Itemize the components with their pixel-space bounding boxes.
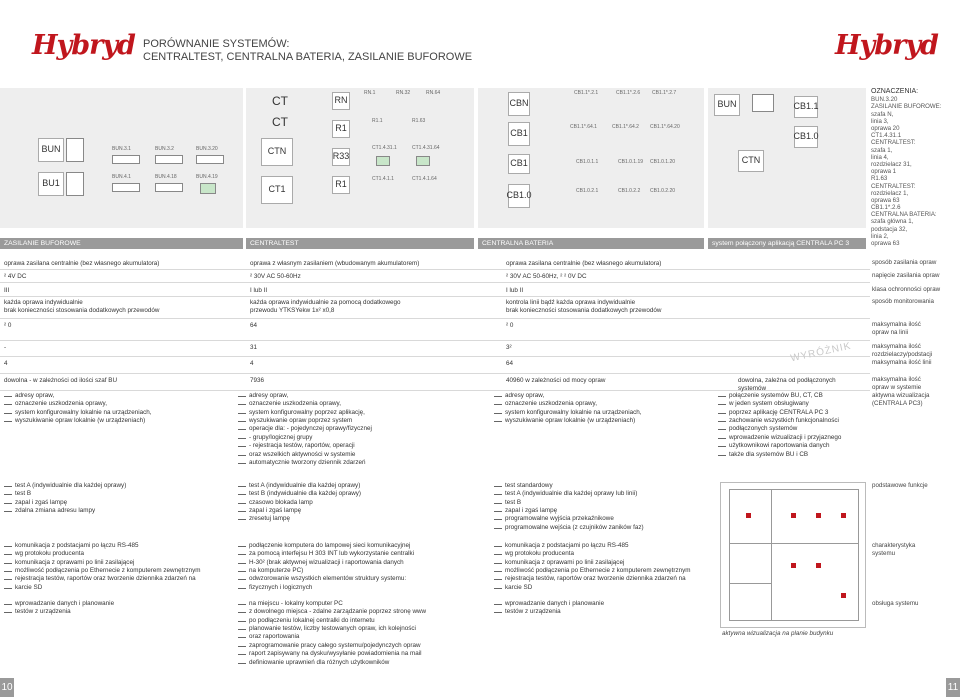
list-item: z dowolnego miejsca - zdalne zarządzanie poprzez stronę www bbox=[238, 608, 474, 616]
cell-bu: dowolna - w zależności od ilości szaf BU bbox=[4, 377, 118, 384]
row-label: napięcie zasilania opraw bbox=[872, 272, 940, 279]
lum-label: CB1.0.2.1 bbox=[576, 188, 599, 194]
cell-ct: 4 bbox=[250, 360, 254, 367]
comparison-row bbox=[0, 342, 933, 358]
list-item: - rejestracja testów, raportów, operacji bbox=[238, 442, 474, 450]
line-box-1 bbox=[66, 138, 84, 162]
list-item: użytkownikowi raportowania danych bbox=[718, 442, 870, 450]
row-label: maksymalna ilość opraw na linii bbox=[872, 321, 921, 336]
ct-pc: CT bbox=[272, 94, 288, 109]
list-item: operacje dla: - pojedynczej oprawy/fizycznej bbox=[238, 425, 474, 433]
logo-right: Hybryd bbox=[835, 30, 938, 61]
cabinet-bu-1: BU1 bbox=[38, 172, 64, 196]
ct-hub: CT bbox=[272, 115, 288, 130]
plan-caption: aktywna wizualizacja na planie budynku bbox=[722, 630, 834, 637]
list-item: rejestracja testów, raportów oraz tworzenie dziennika zdarzeń na bbox=[4, 575, 236, 583]
legend-line: BUN.3.20 bbox=[871, 96, 898, 104]
list-item: możliwość podłączenia po Ethernecie z komputerem zewnętrznym bbox=[4, 567, 236, 575]
list-item: na miejscu - lokalny komputer PC bbox=[238, 600, 474, 608]
legend-line: podstacja 32, bbox=[871, 225, 908, 233]
lum-label: CB1.1*.64.20 bbox=[650, 124, 680, 130]
list-item: w jeden system obsługiwany bbox=[718, 400, 870, 408]
label-func: podstawowe funkcje bbox=[872, 482, 928, 489]
lum-label: RN.64 bbox=[426, 90, 441, 96]
comm-bu bbox=[4, 542, 236, 592]
cell-ct: oprawa z własnym zasilaniem (wbudowanym akumulatorem) bbox=[250, 260, 420, 267]
legend-line: oprawa 63 bbox=[871, 240, 900, 247]
section-bu: ZASILANIE BUFOROWE bbox=[0, 238, 243, 249]
cb-n: CBN bbox=[508, 92, 530, 116]
cell-bu: ² 4V DC bbox=[4, 273, 27, 280]
comparison-row bbox=[0, 285, 941, 297]
legend-line: CT1.4.31.1 bbox=[871, 132, 902, 140]
luminaire-icon bbox=[196, 155, 224, 164]
list-item: testów z urządzenia bbox=[4, 608, 234, 616]
lum-label: BUN.4.18 bbox=[155, 174, 177, 180]
func-ct bbox=[238, 482, 474, 524]
lum-label: BUN.3.20 bbox=[196, 146, 218, 152]
row-label: maksymalna ilość rozdzielaczy/podstacji bbox=[872, 343, 933, 358]
list-item: komunikacja z oprawami po linii zasilającej bbox=[494, 559, 704, 567]
cell-cb: ² 30V AC 50-60Hz, ² ² 0V DC bbox=[506, 273, 587, 280]
list-item: rejestracja testów, raportów oraz tworzenie dziennika zdarzeń na bbox=[494, 575, 704, 583]
legend-line: ZASILANIE BUFOROWE: bbox=[871, 103, 942, 111]
cabinet-bu-n: BUN bbox=[38, 138, 64, 162]
list-item: wyszukiwanie opraw poprzez system bbox=[238, 417, 474, 425]
list-item: - grupy/logicznej grupy bbox=[238, 434, 474, 442]
viz-bu bbox=[4, 392, 234, 425]
list-item: adresy opraw, bbox=[4, 392, 234, 400]
oper-bu bbox=[4, 600, 234, 617]
exit-sign-icon bbox=[416, 156, 430, 166]
legend-line: CENTRALTEST: bbox=[871, 139, 916, 147]
viz-sys bbox=[718, 392, 870, 459]
lum-label: CB1.1*.64.1 bbox=[570, 124, 597, 130]
cell-cb: I lub II bbox=[506, 287, 524, 294]
comparison-row bbox=[0, 375, 922, 393]
lum-label: RN.32 bbox=[396, 90, 411, 96]
list-item: za pomocą interfejsu H 303 INT lub wykorzystanie centralki bbox=[238, 550, 474, 558]
list-item: na komputerze PC) bbox=[238, 567, 474, 575]
comm-cb bbox=[494, 542, 704, 592]
list-item: zapal i zgaś lampę bbox=[494, 507, 694, 515]
row-label: maksymalna ilość linii bbox=[872, 359, 932, 366]
diagram-bu bbox=[0, 88, 243, 228]
cb-10: CB1.0 bbox=[508, 184, 530, 208]
label-viz: aktywna wizualizacja (CENTRALA PC3) bbox=[872, 392, 930, 407]
row-label: maksymalna ilość opraw w systemie bbox=[872, 376, 922, 391]
list-item: test B (indywidualnie dla każdej oprawy) bbox=[238, 490, 474, 498]
list-item: system konfigurowalny lokalnie na urządzeniach, bbox=[494, 409, 694, 417]
list-item: zapal i zgaś lampę bbox=[4, 499, 234, 507]
cell-ct: 31 bbox=[250, 344, 258, 351]
lum-label: BUN.4.19 bbox=[196, 174, 218, 180]
list-item: zachowanie wszystkich funkcjonalności bbox=[718, 417, 870, 425]
list-item: test B bbox=[4, 490, 234, 498]
cell-ct: 7936 bbox=[250, 377, 265, 384]
legend-line: oprawa 1 bbox=[871, 168, 897, 176]
title-line-2: CENTRALTEST, CENTRALNA BATERIA, ZASILANIE BUFOROWE bbox=[143, 51, 473, 64]
sys-cb-10: CB1.0 bbox=[794, 126, 818, 148]
legend-line: rozdzielacz 31, bbox=[871, 160, 912, 168]
func-bu bbox=[4, 482, 234, 515]
logo-left: Hybryd bbox=[32, 30, 135, 61]
cell-bu: ² 0 bbox=[4, 322, 12, 329]
list-item: także dla systemów BU i CB bbox=[718, 451, 870, 459]
list-item: komunikacja z podstacjami po łączu RS-485 bbox=[4, 542, 236, 550]
lum-label: CB1.0.1.20 bbox=[650, 159, 676, 165]
cb-1b: CB1 bbox=[508, 154, 530, 174]
r1b: R1 bbox=[332, 176, 350, 194]
list-item: po podłączeniu lokalnej centralki do internetu bbox=[238, 617, 474, 625]
list-item: oznaczenie uszkodzenia oprawy, bbox=[238, 400, 474, 408]
comparison-row bbox=[0, 271, 940, 283]
lum-label: CB1.0.1.19 bbox=[618, 159, 644, 165]
lum-label: CB1.0.2.2 bbox=[618, 188, 641, 194]
cell-cb: 40960 w zależności od mocy opraw bbox=[506, 377, 606, 384]
cell-ct: każda oprawa indywidualnie za pomocą dodatkowego przewodu YTKSYekw 1x² x0,8 bbox=[250, 299, 401, 315]
sys-ct-n: CTN bbox=[738, 150, 764, 172]
list-item: wg protokołu producenta bbox=[494, 550, 704, 558]
legend-line: oprawa 20 bbox=[871, 125, 900, 132]
list-item: programowalne wyjścia przekaźnikowe bbox=[494, 515, 694, 523]
title-line-1: PORÓWNANIE SYSTEMÓW: bbox=[143, 38, 290, 50]
lum-label: CB1.1*.2.7 bbox=[652, 90, 677, 96]
watermark: WYRÓŻNIK bbox=[789, 340, 853, 365]
row-label: klasa ochronności opraw bbox=[872, 286, 941, 293]
list-item: zapal i zgaś lampę bbox=[238, 507, 474, 515]
viz-ct bbox=[238, 392, 474, 467]
list-item: poprzez aplikację CENTRALA PC 3 bbox=[718, 409, 870, 417]
label-comm: charakterystyka systemu bbox=[872, 542, 916, 557]
list-item: system konfigurowalny lokalnie na urządzeniach, bbox=[4, 409, 234, 417]
cell-bu: III bbox=[4, 287, 10, 294]
list-item: wprowadzenie wizualizacji i przyjaznego bbox=[718, 434, 870, 442]
comparison-row bbox=[0, 358, 932, 374]
lum-label: BUN.3.2 bbox=[155, 146, 174, 152]
comparison-row bbox=[0, 297, 934, 319]
list-item: wyszukiwanie opraw lokalnie (w urządzeniach) bbox=[494, 417, 694, 425]
list-item: karcie SD bbox=[4, 584, 236, 592]
cell-bu: każda oprawa indywidualnie brak konieczności stosowania dodatkowych przewodów bbox=[4, 299, 160, 315]
legend-line: linia 4, bbox=[871, 153, 889, 161]
list-item: wg protokołu producenta bbox=[4, 550, 236, 558]
ct-n: CTN bbox=[261, 138, 293, 166]
diagram-cb bbox=[478, 88, 704, 228]
label-oper: obsługa systemu bbox=[872, 600, 919, 607]
list-item: programowalne wejścia (z czujników zaników faz) bbox=[494, 524, 694, 532]
list-item: komunikacja z podstacjami po łączu RS-485 bbox=[494, 542, 704, 550]
list-item: oznaczenie uszkodzenia oprawy, bbox=[494, 400, 694, 408]
list-item: adresy opraw, bbox=[494, 392, 694, 400]
list-item: test A (indywidualnie dla każdej oprawy lub linii) bbox=[494, 490, 694, 498]
comparison-row bbox=[0, 320, 921, 341]
cell-cb: oprawa zasilana centralnie (bez własnego akumulatora) bbox=[506, 260, 662, 267]
luminaire-icon bbox=[155, 155, 183, 164]
legend-line: oprawa 63 bbox=[871, 196, 900, 204]
list-item: zaprogramowanie pracy całego systemu/pojedynczych opraw bbox=[238, 642, 474, 650]
cell-cb: kontrola linii bądź każda oprawa indywidualnie brak konieczności stosowania dodatkowych przewodów bbox=[506, 299, 662, 315]
cell-bu: 4 bbox=[4, 360, 8, 367]
building-plan-image bbox=[720, 482, 866, 628]
list-item: komunikacja z oprawami po linii zasilającej bbox=[4, 559, 236, 567]
lum-label: CT1.4.31.64 bbox=[412, 145, 440, 151]
row-label: sposób zasilania opraw bbox=[872, 259, 937, 266]
lum-label: CB1.1*.2.1 bbox=[574, 90, 599, 96]
ct-1: CT1 bbox=[261, 176, 293, 204]
lum-label: CB1.0.2.20 bbox=[650, 188, 676, 194]
list-item: wprowadzanie danych i planowanie bbox=[494, 600, 694, 608]
lum-label: BUN.3.1 bbox=[112, 146, 131, 152]
legend-line: linia 2, bbox=[871, 232, 889, 240]
legend-line: CENTRALNA BATERIA: bbox=[871, 211, 937, 219]
sys-cb-11: CB1.1 bbox=[794, 96, 818, 118]
legend-line: CB1.1*.2.6 bbox=[871, 204, 901, 212]
list-item: czasowo blokada lamp bbox=[238, 499, 474, 507]
list-item: system konfigurowalny poprzez aplikację, bbox=[238, 409, 474, 417]
func-cb bbox=[494, 482, 694, 532]
list-item: test A (indywidualnie dla każdej oprawy) bbox=[4, 482, 234, 490]
cell-ct: ² 30V AC 50-60Hz bbox=[250, 273, 301, 280]
legend bbox=[871, 88, 959, 247]
monitor-icon bbox=[752, 94, 774, 112]
lum-label: CT1.4.31.1 bbox=[372, 145, 397, 151]
list-item: połączenie systemów BU, CT, CB bbox=[718, 392, 870, 400]
legend-line: linia 3, bbox=[871, 117, 889, 125]
page-number-left: 10 bbox=[0, 678, 14, 697]
rn: RN bbox=[332, 92, 350, 110]
list-item: oraz raportowania bbox=[238, 633, 474, 641]
cell-cb: 3² bbox=[506, 344, 512, 351]
list-item: podłączonych systemów bbox=[718, 425, 870, 433]
lum-label: R1.1 bbox=[372, 118, 383, 124]
list-item: H-30² (brak aktywnej wizualizacji i raportowania danych bbox=[238, 559, 474, 567]
cell-ct: I lub II bbox=[250, 287, 268, 294]
luminaire-icon bbox=[112, 155, 140, 164]
list-item: zresetuj lampę bbox=[238, 515, 474, 523]
cell-bu: - bbox=[4, 344, 7, 351]
cell-cb: ² 0 bbox=[506, 322, 514, 329]
list-item: możliwość podłączenia po Ethernecie z komputerem zewnętrznym bbox=[494, 567, 704, 575]
luminaire-icon bbox=[112, 183, 140, 192]
list-item: wyszukiwanie opraw lokalnie (w urządzeniach) bbox=[4, 417, 234, 425]
luminaire-icon bbox=[155, 183, 183, 192]
list-item: test A (indywidualnie dla każdej oprawy) bbox=[238, 482, 474, 490]
r1: R1 bbox=[332, 120, 350, 138]
list-item: test B bbox=[494, 499, 694, 507]
list-item: test standardowy bbox=[494, 482, 694, 490]
page-number-right: 11 bbox=[946, 678, 960, 697]
list-item: oznaczenie uszkodzenia oprawy, bbox=[4, 400, 234, 408]
diagram-system bbox=[708, 88, 866, 228]
legend-line: CENTRALTEST: bbox=[871, 182, 916, 190]
cell-sys: dowolna, zależna od podłączonych systemów bbox=[738, 377, 836, 393]
list-item: planowanie testów, liczby testowanych opraw, ich kolejności bbox=[238, 625, 474, 633]
r33: R33 bbox=[332, 148, 350, 166]
cell-bu: oprawa zasilana centralnie (bez własnego akumulatora) bbox=[4, 260, 160, 267]
list-item: odwzorowanie wszystkich elementów struktury systemu: bbox=[238, 575, 474, 583]
lum-label: R1.63 bbox=[412, 118, 426, 124]
page-title bbox=[143, 38, 472, 64]
oper-cb bbox=[494, 600, 694, 617]
comm-ct bbox=[238, 542, 474, 592]
legend-line: szafa N, bbox=[871, 110, 894, 118]
lum-label: BUN.4.1 bbox=[112, 174, 131, 180]
sys-bu-n: BUN bbox=[714, 94, 740, 116]
list-item: zdalna zmiana adresu lampy bbox=[4, 507, 234, 515]
lum-label: CT1.4.1.64 bbox=[412, 176, 437, 182]
list-item: adresy opraw, bbox=[238, 392, 474, 400]
list-item: raport zapisywany na dysku/wysyłanie powiadomienia na mail bbox=[238, 650, 474, 658]
list-item: wprowadzanie danych i planowanie bbox=[4, 600, 234, 608]
lum-label: CT1.4.1.1 bbox=[372, 176, 394, 182]
cell-cb: 64 bbox=[506, 360, 514, 367]
list-item: testów z urządzenia bbox=[494, 608, 694, 616]
cell-ct: 64 bbox=[250, 322, 258, 329]
legend-heading: OZNACZENIA: bbox=[871, 88, 919, 95]
lum-label: CB1.0.1.1 bbox=[576, 159, 599, 165]
section-cb: CENTRALNA BATERIA bbox=[478, 238, 704, 249]
legend-line: R1.63 bbox=[871, 175, 888, 183]
list-item: automatycznie tworzony dziennik zdarzeń bbox=[238, 459, 474, 467]
legend-line: rozdzielacz 1, bbox=[871, 189, 909, 197]
section-ct: CENTRALTEST bbox=[246, 238, 474, 249]
list-item: podłączenie komputera do lampowej sieci komunikacyjnej bbox=[238, 542, 474, 550]
lum-label: CB1.1*.64.2 bbox=[612, 124, 639, 130]
oper-ct bbox=[238, 600, 474, 667]
list-item: fizycznych i logicznych bbox=[238, 584, 474, 592]
comparison-row bbox=[0, 258, 937, 270]
section-sys: system połączony aplikacją CENTRALA PC 3 bbox=[708, 238, 866, 249]
exit-sign-icon bbox=[376, 156, 390, 166]
cb-1: CB1 bbox=[508, 122, 530, 146]
lum-label: RN.1 bbox=[364, 90, 376, 96]
legend-line: szafa 1, bbox=[871, 146, 893, 154]
line-box-2 bbox=[66, 172, 84, 196]
row-label: sposób monitorowania bbox=[872, 298, 934, 305]
list-item: karcie SD bbox=[494, 584, 704, 592]
exit-sign-icon bbox=[200, 183, 216, 194]
diagram-ct bbox=[246, 88, 474, 228]
viz-cb bbox=[494, 392, 694, 425]
list-item: definiowanie uprawnień dla różnych użytkowników bbox=[238, 659, 474, 667]
list-item: oraz wszelkich aktywności w systemie bbox=[238, 451, 474, 459]
lum-label: CB1.1*.2.6 bbox=[616, 90, 641, 96]
legend-line: szafa główna 1, bbox=[871, 218, 914, 226]
